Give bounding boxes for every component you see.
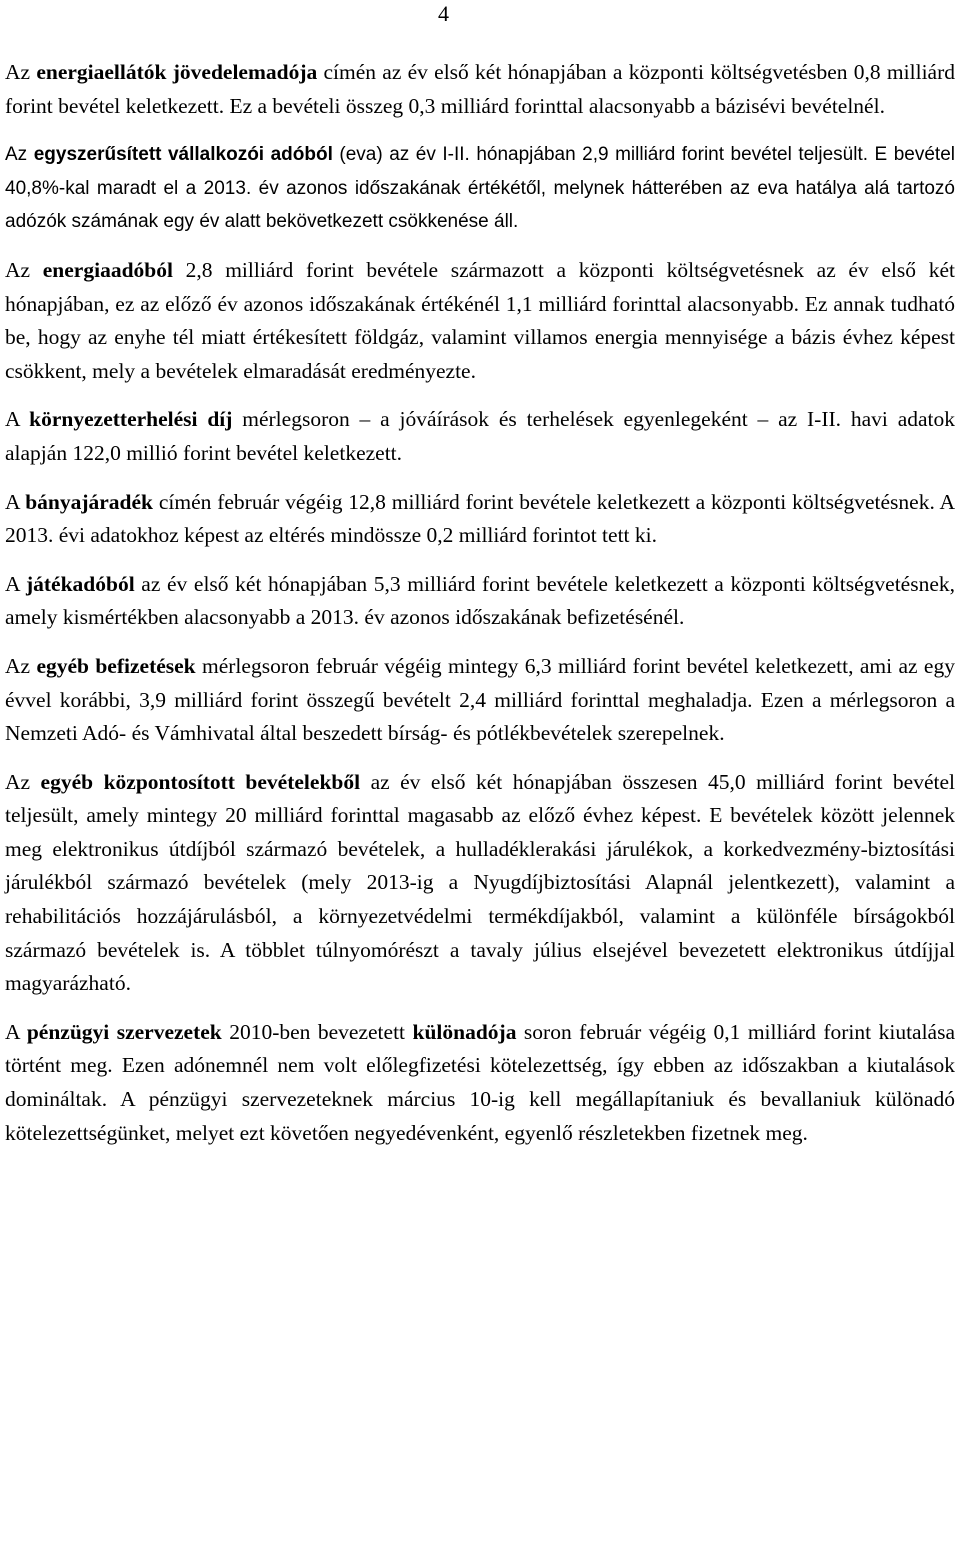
- paragraph: [5, 56, 955, 123]
- text-run: mérlegsoron – a jóváírások és terhelések egyenlegeként – az I-II. havi adatok alapján 122,0 millió forint bevétel keletkezett.: [5, 407, 956, 465]
- text-run: címén az év első két hónapjában a központi költségvetésben 0,8 milliárd forint bevétel keletkezett. Ez a bevételi összeg 0,3 milliárd forinttal alacsonyabb a bázisévi bevételnél.: [5, 60, 955, 118]
- text-run: 2,8 milliárd forint bevétele származott a központi költségvetésnek az év első két hónapjában, ez az előző év azonos időszakának értékénél 1,1 milliárd forinttal alacsonyabb. Ez annak tudható be, hogy az enyhe tél miatt értékesített földgáz, valamint villamos energia mennyisége a bázis évhez képest csökkent, mely a bevételek elmaradását eredményezte.: [5, 257, 955, 383]
- text-run: A: [5, 489, 26, 514]
- paragraph: [5, 650, 955, 751]
- text-run: (eva) az év I-II. hónapjában 2,9 milliárd forint bevétel teljesült. E bevétel 40,8%-kal maradt el a 2013. év azonos időszakának értékétől, melynek hátterében az eva hatálya alá tartozó adózók számának egy év alatt bekövetkezett csökkenése áll.: [5, 144, 955, 233]
- text-run: az év első két hónapjában összesen 45,0 milliárd forint bevétel teljesült, amely mintegy 20 milliárd forinttal magasabb az előző évhez képest. E bevételek között jelennek meg elektronikus útdíjból származó bevételek, a hulladéklerakási járulékok, a korkedvezmény-biztosítási járulékból származó bevételek (mely 2013-ig a Nyugdíjbiztosítási Alapnál jelentkezett), valamint a rehabilitációs hozzájárulásból, a környezetvédelmi termékdíjakból, valamint a különféle bírságokból származó bevételek is. A többlet túlnyomórészt a tavaly július elsejével bevezetett elektronikus útdíjjal magyarázható.: [5, 769, 955, 996]
- text-run: A: [5, 407, 30, 432]
- bold-term: pénzügyi szervezetek: [26, 1019, 222, 1044]
- text-run: Az: [5, 60, 37, 84]
- text-run: Az: [5, 769, 41, 794]
- text-run: 2010-ben bevezetett: [221, 1019, 413, 1044]
- bold-term: egyszerűsített vállalkozói adóból: [33, 144, 333, 166]
- paragraph: [5, 486, 955, 553]
- text-run: az év első két hónapjában 5,3 milliárd forint bevétele keletkezett a központi költségvetésnek, amely kismértékben alacsonyabb a 2013. év azonos időszakának befizetésénél.: [5, 571, 956, 630]
- text-run: Az: [5, 653, 37, 678]
- text-run: soron február végéig 0,1 milliárd forint kiutalása történt meg. Ezen adónemnél nem volt előlegfizetési kötelezettség, így ebben az időszakban a kiutalások domináltak. A pénzügyi szervezeteknek március 10-ig kell megállapítaniuk és bevallaniuk különadó kötelezettségünket, melyet ezt követően negyedévenként, egyenlő részletekben fizetnek meg.: [5, 1019, 956, 1145]
- text-run: Az: [5, 144, 34, 166]
- bold-term: különadója: [412, 1019, 517, 1044]
- paragraph: [5, 1016, 955, 1150]
- bold-term: játékadóból: [25, 571, 135, 596]
- bold-term: egyéb központosított bevételekből: [40, 769, 361, 794]
- paragraph: [5, 403, 955, 470]
- paragraph: [5, 254, 955, 388]
- text-run: Az: [5, 257, 43, 282]
- document-body: [5, 56, 955, 1165]
- paragraph: [5, 568, 955, 635]
- bold-term: energiaellátók jövedelemadója: [36, 60, 318, 84]
- text-run: A: [5, 571, 26, 596]
- text-run: mérlegsoron február végéig mintegy 6,3 milliárd forint bevétel keletkezett, ami az egy évvel korábbi, 3,9 milliárd forint összegű bevételt 2,4 milliárd forinttal meghaladja. Ezen a mérlegsoron a Nemzeti Adó- és Vámhivatal által beszedett bírság- és pótlékbevételek szerepelnek.: [5, 653, 955, 746]
- bold-term: energiaadóból: [42, 257, 173, 282]
- text-run: A: [5, 1019, 27, 1044]
- bold-term: egyéb befizetések: [36, 653, 196, 678]
- text-run: címén február végéig 12,8 milliárd forint bevétele keletkezett a központi költségvetésnek. A 2013. évi adatokhoz képest az eltérés mindössze 0,2 milliárd forintot tett ki.: [5, 489, 955, 548]
- page-number: 4: [438, 1, 449, 26]
- bold-term: bányajáradék: [25, 489, 154, 514]
- paragraph: [5, 766, 955, 1001]
- paragraph: [5, 138, 955, 239]
- bold-term: környezetterhelési díj: [29, 407, 233, 432]
